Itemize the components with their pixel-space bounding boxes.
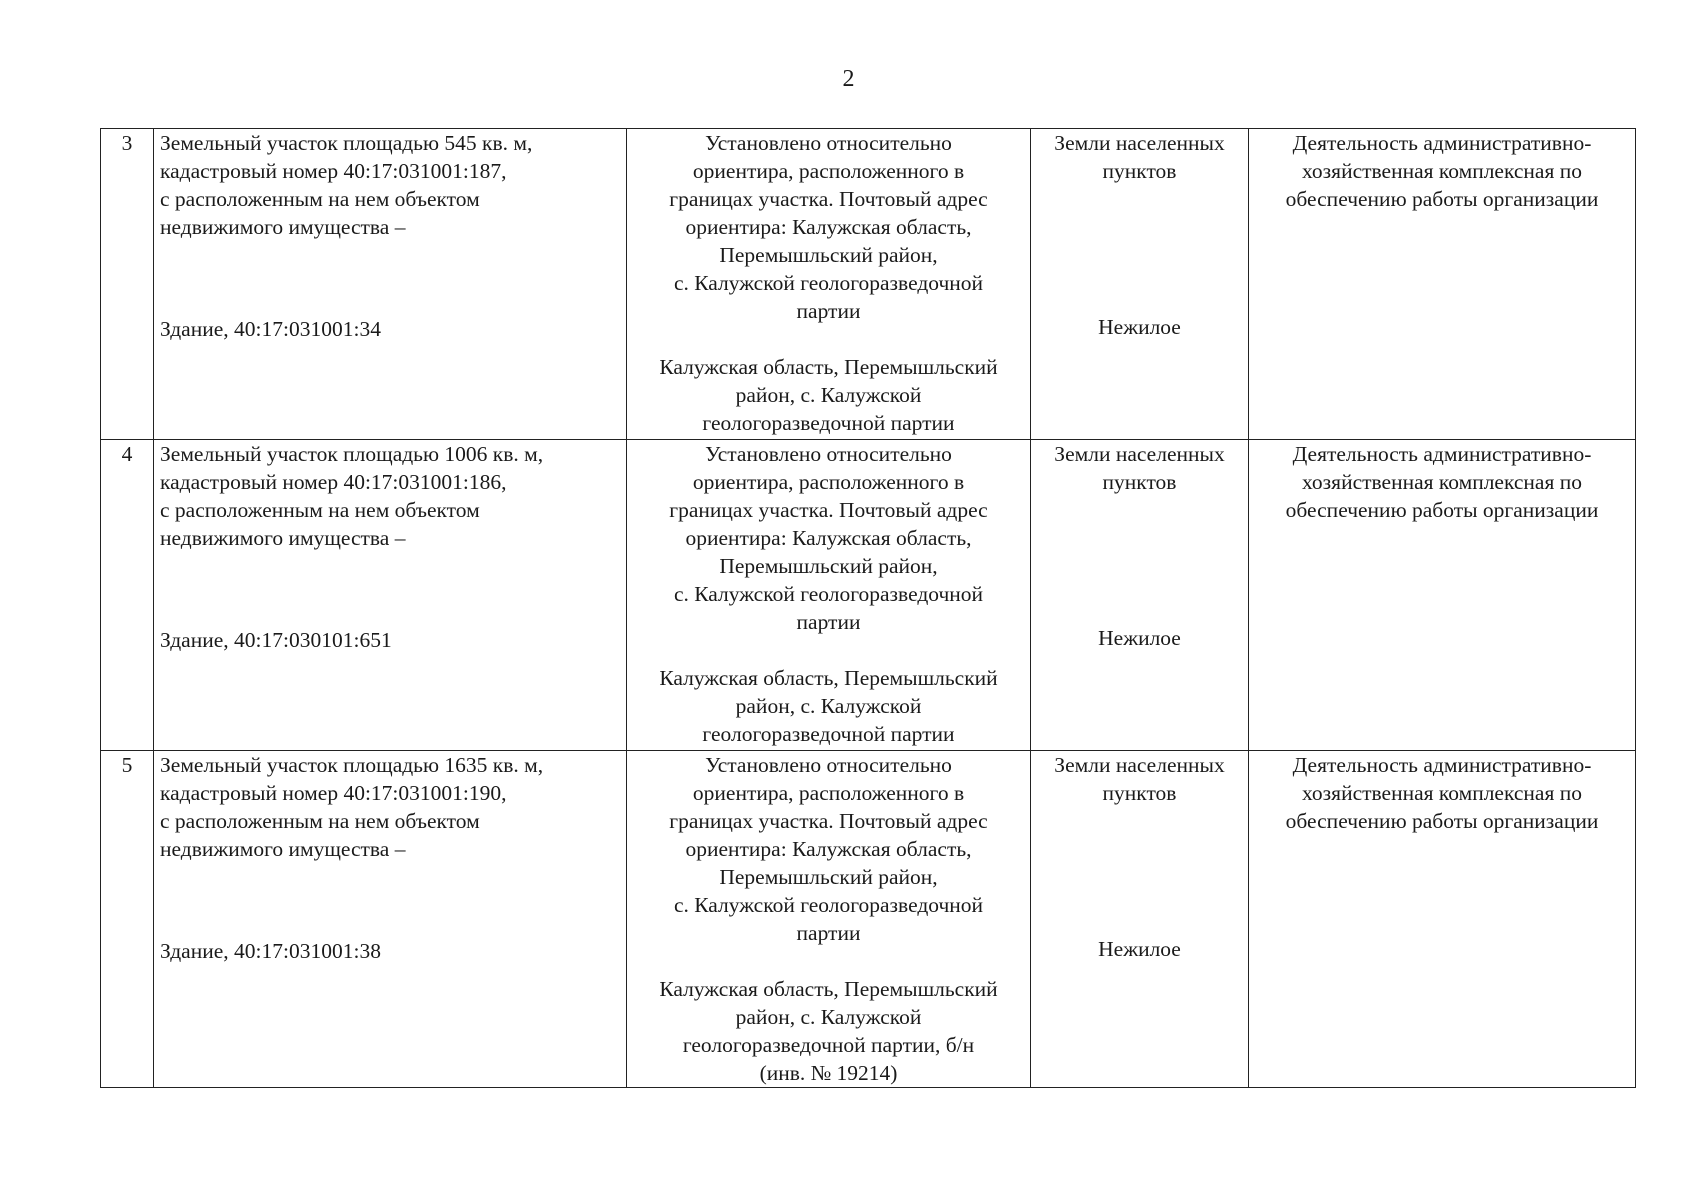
object-line: недвижимого имущества – — [160, 526, 406, 550]
address-line: ориентира: Калужская область, — [685, 837, 972, 861]
building-id: Здание, 40:17:030101:651 — [160, 628, 392, 652]
use-line: Деятельность административно- — [1292, 131, 1592, 155]
category-cell — [1031, 751, 1249, 1088]
land-category: Земли населенных — [1054, 131, 1225, 155]
building-id: Здание, 40:17:031001:38 — [160, 939, 381, 963]
object-line: с расположенным на нем объектом — [160, 187, 480, 211]
address-line: партии — [796, 921, 861, 945]
address-line: Перемышльский район, — [719, 243, 938, 267]
use-line: хозяйственная комплексная по — [1302, 781, 1582, 805]
address-line: границах участка. Почтовый адрес — [669, 809, 988, 833]
category-cell — [1031, 129, 1249, 440]
table-row — [101, 440, 1636, 751]
building-address-line: район, с. Калужской — [735, 383, 922, 407]
building-type: Нежилое — [1098, 937, 1181, 961]
object-cell — [154, 440, 627, 751]
address-cell — [627, 440, 1031, 751]
object-line: Земельный участок площадью 1635 кв. м, — [160, 753, 544, 777]
address-line: Перемышльский район, — [719, 865, 938, 889]
address-cell — [627, 129, 1031, 440]
address-line: ориентира, расположенного в — [692, 781, 965, 805]
object-cell — [154, 129, 627, 440]
building-address-line: Калужская область, Перемышльский — [659, 355, 998, 379]
building-address-line: район, с. Калужской — [735, 694, 922, 718]
row-number: 3 — [101, 129, 154, 440]
property-table — [100, 128, 1636, 1088]
permitted-use-cell — [1249, 440, 1636, 751]
object-line: недвижимого имущества – — [160, 215, 406, 239]
building-address-line: Калужская область, Перемышльский — [659, 977, 998, 1001]
object-line: с расположенным на нем объектом — [160, 809, 480, 833]
object-line: с расположенным на нем объектом — [160, 498, 480, 522]
object-line: недвижимого имущества – — [160, 837, 406, 861]
building-id: Здание, 40:17:031001:34 — [160, 317, 381, 341]
building-address-line: Калужская область, Перемышльский — [659, 666, 998, 690]
land-category: пунктов — [1102, 781, 1177, 805]
object-line: Земельный участок площадью 1006 кв. м, — [160, 442, 544, 466]
address-line: границах участка. Почтовый адрес — [669, 498, 988, 522]
land-category: пунктов — [1102, 470, 1177, 494]
address-line: Установлено относительно — [705, 753, 952, 777]
object-line: Земельный участок площадью 545 кв. м, — [160, 131, 533, 155]
address-line: партии — [796, 299, 861, 323]
table-row — [101, 751, 1636, 1088]
address-line: партии — [796, 610, 861, 634]
row-number: 5 — [101, 751, 154, 1088]
address-line: границах участка. Почтовый адрес — [669, 187, 988, 211]
permitted-use-cell — [1249, 751, 1636, 1088]
building-type: Нежилое — [1098, 626, 1181, 650]
building-address-line: район, с. Калужской — [735, 1005, 922, 1029]
address-line: ориентира, расположенного в — [692, 159, 965, 183]
use-line: хозяйственная комплексная по — [1302, 159, 1582, 183]
address-line: ориентира, расположенного в — [692, 470, 965, 494]
object-line: кадастровый номер 40:17:031001:190, — [160, 781, 507, 805]
address-line: с. Калужской геологоразведочной — [673, 893, 984, 917]
object-cell — [154, 751, 627, 1088]
address-line: Установлено относительно — [705, 442, 952, 466]
building-address-line: геологоразведочной партии, б/н — [682, 1033, 975, 1057]
page-number: 2 — [842, 66, 855, 92]
row-number: 4 — [101, 440, 154, 751]
building-address-line: геологоразведочной партии — [702, 722, 955, 746]
address-cell — [627, 751, 1031, 1088]
table-row — [101, 129, 1636, 440]
address-line: с. Калужской геологоразведочной — [673, 582, 984, 606]
use-line: Деятельность административно- — [1292, 442, 1592, 466]
land-category: Земли населенных — [1054, 753, 1225, 777]
building-address-line: геологоразведочной партии — [702, 411, 955, 435]
address-line: ориентира: Калужская область, — [685, 526, 972, 550]
use-line: Деятельность административно- — [1292, 753, 1592, 777]
object-line: кадастровый номер 40:17:031001:186, — [160, 470, 507, 494]
address-line: Установлено относительно — [705, 131, 952, 155]
address-line: ориентира: Калужская область, — [685, 215, 972, 239]
land-category: Земли населенных — [1054, 442, 1225, 466]
land-category: пунктов — [1102, 159, 1177, 183]
building-type: Нежилое — [1098, 315, 1181, 339]
inventory-number: (инв. № 19214) — [759, 1061, 898, 1085]
use-line: обеспечению работы организации — [1285, 809, 1599, 833]
use-line: обеспечению работы организации — [1285, 187, 1599, 211]
use-line: обеспечению работы организации — [1285, 498, 1599, 522]
address-line: с. Калужской геологоразведочной — [673, 271, 984, 295]
category-cell — [1031, 440, 1249, 751]
object-line: кадастровый номер 40:17:031001:187, — [160, 159, 507, 183]
use-line: хозяйственная комплексная по — [1302, 470, 1582, 494]
permitted-use-cell — [1249, 129, 1636, 440]
address-line: Перемышльский район, — [719, 554, 938, 578]
